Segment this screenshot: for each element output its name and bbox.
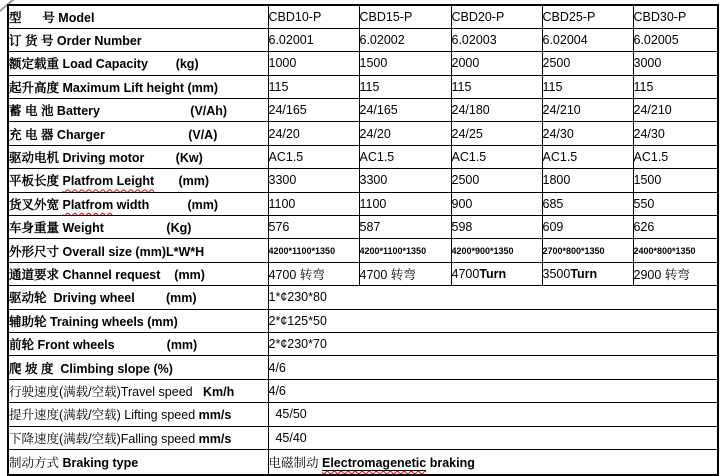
table-row [8, 379, 718, 402]
value-cell [359, 52, 451, 75]
value-cell [268, 286, 718, 309]
row-label-cell [8, 379, 268, 402]
text-segment: 1800 [542, 173, 571, 188]
value-cell [268, 426, 718, 449]
text-segment: 550 [633, 196, 655, 211]
text-segment: 行驶速度(满载/空载)Travel speed [9, 384, 204, 399]
row-label-cell [8, 403, 268, 426]
text-segment: 685 [542, 196, 564, 211]
text-segment: AC1.5 [268, 150, 304, 165]
value-cell [359, 99, 451, 122]
value-cell [268, 356, 718, 379]
text-segment: 3300 [359, 173, 388, 188]
value-cell [633, 5, 718, 28]
text-segment: 576 [268, 220, 290, 235]
row-label-cell [8, 192, 268, 215]
text-segment: mm/s [198, 431, 232, 446]
value-cell [359, 5, 451, 28]
text-segment: 598 [451, 220, 473, 235]
text-segment: 45/50 [268, 407, 307, 422]
value-cell [633, 239, 718, 262]
text-segment: 626 [633, 220, 655, 235]
row-label-cell [8, 216, 268, 239]
value-cell [268, 99, 359, 122]
table-row [8, 403, 718, 426]
value-cell [268, 122, 359, 145]
value-cell [451, 262, 542, 285]
value-cell [542, 262, 633, 285]
value-cell [359, 192, 451, 215]
value-cell [451, 52, 542, 75]
value-cell [268, 145, 359, 168]
row-label-cell [8, 75, 268, 98]
row-label-cell [8, 309, 268, 332]
table-row [8, 449, 718, 475]
text-segment: 24/20 [268, 126, 300, 141]
text-segment: 587 [359, 220, 381, 235]
value-cell [268, 28, 359, 51]
value-cell [268, 169, 359, 192]
text-segment: 2*¢230*70 [268, 337, 327, 352]
value-cell [633, 145, 718, 168]
value-cell [359, 122, 451, 145]
value-cell [268, 309, 718, 332]
text-segment: mm/s [198, 408, 232, 423]
text-segment: 通道要求 Channel request (mm) [9, 267, 205, 282]
spec-table-body [8, 5, 718, 475]
text-segment: 2500 [542, 56, 571, 71]
text-segment: 4700 转弯 [268, 267, 325, 282]
table-row [8, 239, 718, 262]
table-row [8, 262, 718, 285]
table-row [8, 169, 718, 192]
text-segment: Turn [570, 266, 598, 281]
value-cell [451, 239, 542, 262]
value-cell [542, 145, 633, 168]
value-cell [633, 52, 718, 75]
value-cell [268, 379, 718, 402]
table-row [8, 332, 718, 355]
text-segment: 1000 [268, 56, 297, 71]
text-segment: 2400*800*1350 [633, 245, 696, 256]
row-label-cell [8, 262, 268, 285]
row-label-cell [8, 169, 268, 192]
text-segment: 外形尺寸 Overall size (mm)L*W*H [9, 244, 205, 259]
text-segment: 货叉外宽 [9, 197, 63, 212]
row-label-cell [8, 356, 268, 379]
value-cell [451, 192, 542, 215]
text-segment: 4/6 [268, 360, 286, 375]
row-label-cell [8, 239, 268, 262]
text-segment: 6.02003 [451, 33, 497, 48]
value-cell [542, 216, 633, 239]
row-label-cell [8, 145, 268, 168]
text-segment: 24/210 [542, 103, 581, 118]
value-cell [542, 5, 633, 28]
text-segment: 1100 [359, 196, 387, 211]
value-cell [268, 262, 359, 285]
text-segment: 3000 [633, 56, 662, 71]
value-cell [633, 28, 718, 51]
value-cell [542, 192, 633, 215]
text-segment: CBD20-P [451, 9, 505, 24]
value-cell [268, 75, 359, 98]
text-segment: 24/165 [268, 103, 307, 118]
text-segment: width [113, 197, 150, 212]
text-segment: AC1.5 [451, 150, 487, 165]
text-segment: 车身重量 Weight (Kg) [9, 221, 192, 236]
value-cell [268, 5, 359, 28]
text-segment: 4/6 [268, 383, 286, 398]
table-row [8, 145, 718, 168]
text-segment: Km/h [203, 384, 235, 399]
text-segment: 4200*1100*1350 [359, 245, 427, 256]
table-row [8, 99, 718, 122]
row-label-cell [8, 332, 268, 355]
value-cell [268, 332, 718, 355]
value-cell [633, 122, 718, 145]
row-label-cell [8, 5, 268, 28]
text-segment: 115 [451, 79, 472, 94]
text-segment: 1100 [268, 196, 296, 211]
text-segment: 1500 [633, 173, 662, 188]
value-cell [542, 99, 633, 122]
text-segment: Braking type [62, 456, 139, 471]
text-segment: 900 [451, 196, 473, 211]
value-cell [451, 99, 542, 122]
table-row [8, 75, 718, 98]
value-cell [359, 75, 451, 98]
text-segment: 2900 转弯 [633, 267, 690, 282]
text-segment: braking [429, 456, 475, 471]
text-segment: 115 [542, 79, 563, 94]
value-cell [542, 122, 633, 145]
text-segment: 115 [359, 79, 380, 94]
table-row [8, 356, 718, 379]
value-cell [359, 28, 451, 51]
text-segment: 2000 [451, 56, 480, 71]
text-segment: 额定载重 Load Capacity (kg) [9, 57, 199, 72]
value-cell [268, 192, 359, 215]
value-cell [542, 52, 633, 75]
row-label-cell [8, 52, 268, 75]
text-segment: 爬 坡 度 Climbing slope (%) [9, 361, 173, 376]
row-label-cell [8, 122, 268, 145]
table-row [8, 122, 718, 145]
text-segment: 6.02001 [268, 33, 314, 48]
text-segment: 蓄 电 池 Battery (V/Ah) [9, 104, 228, 119]
text-segment: 提升速度(满载/空载) Lifting speed [9, 408, 199, 423]
text-segment: CBD25-P [542, 9, 596, 24]
text-segment: (mm) [149, 197, 219, 212]
text-segment: 辅助轮 Training wheels (mm) [9, 314, 178, 329]
value-cell [633, 262, 718, 285]
value-cell [542, 28, 633, 51]
text-segment: 充 电 器 Charger (V/A) [9, 127, 218, 142]
text-segment: 115 [633, 79, 654, 94]
text-segment: 4200*1100*1350 [268, 245, 336, 256]
text-segment: AC1.5 [359, 150, 395, 165]
text-segment: 24/180 [451, 103, 490, 118]
value-cell [359, 145, 451, 168]
value-cell [268, 403, 718, 426]
table-row [8, 426, 718, 449]
value-cell [542, 169, 633, 192]
value-cell [633, 192, 718, 215]
text-segment: 订 货 号 Order Number [9, 34, 142, 49]
text-segment: 6.02004 [542, 33, 588, 48]
value-cell [451, 169, 542, 192]
value-cell [451, 122, 542, 145]
value-cell [268, 216, 359, 239]
text-segment: 24/165 [359, 103, 398, 118]
value-cell [451, 5, 542, 28]
text-segment: 115 [268, 79, 289, 94]
row-label-cell [8, 286, 268, 309]
table-row [8, 309, 718, 332]
text-segment: CBD30-P [633, 9, 687, 24]
text-segment: 1500 [359, 56, 388, 71]
value-cell [268, 52, 359, 75]
text-segment: (mm) [154, 174, 210, 189]
text-segment: 电磁制动 [268, 456, 322, 471]
value-cell [451, 216, 542, 239]
text-segment: Turn [479, 266, 507, 281]
text-segment: 起升高度 Maximum Lift height (mm) [9, 80, 219, 95]
text-segment: AC1.5 [633, 150, 669, 165]
text-segment: 609 [542, 220, 564, 235]
text-segment: 3500 [542, 266, 571, 281]
value-cell [359, 262, 451, 285]
text-segment: Electromagenetic [321, 456, 427, 471]
value-cell [359, 216, 451, 239]
table-row [8, 286, 718, 309]
table-row [8, 5, 718, 28]
text-segment: Platfrom [62, 197, 114, 212]
text-segment: 2*¢125*50 [268, 313, 327, 328]
text-segment: 平板长度 [9, 174, 63, 189]
row-label-cell [8, 99, 268, 122]
text-segment: 4200*900*1350 [451, 245, 514, 256]
value-cell [542, 75, 633, 98]
text-segment: CBD10-P [268, 9, 322, 24]
text-segment: 6.02002 [359, 33, 405, 48]
text-segment: 24/20 [359, 126, 391, 141]
value-cell [633, 169, 718, 192]
value-cell [451, 75, 542, 98]
value-cell [359, 169, 451, 192]
text-segment: CBD15-P [359, 9, 413, 24]
value-cell [451, 145, 542, 168]
table-row [8, 192, 718, 215]
text-segment: 3300 [268, 173, 297, 188]
text-segment: 2700*800*1350 [542, 245, 605, 256]
text-segment: Platfrom Leight [62, 174, 155, 189]
text-segment: 驱动电机 Driving motor (Kw) [9, 151, 203, 166]
row-label-cell [8, 28, 268, 51]
value-cell [633, 75, 718, 98]
row-label-cell [8, 426, 268, 449]
text-segment: 制动方式 [9, 456, 63, 471]
value-cell [451, 28, 542, 51]
text-segment: 24/30 [633, 126, 665, 141]
text-segment: 24/25 [451, 126, 483, 141]
table-row [8, 28, 718, 51]
text-segment: 前轮 Front wheels (mm) [9, 338, 198, 353]
row-label-cell [8, 449, 268, 475]
value-cell [633, 216, 718, 239]
table-row [8, 52, 718, 75]
text-segment: 型 号 Model [9, 10, 95, 25]
text-segment: 4700 [451, 266, 480, 281]
text-segment: 4700 转弯 [359, 267, 416, 282]
table-row [8, 216, 718, 239]
text-segment: AC1.5 [542, 150, 578, 165]
text-segment: 1*¢230*80 [268, 290, 327, 305]
value-cell [359, 239, 451, 262]
text-segment: 6.02005 [633, 33, 679, 48]
text-segment: 24/210 [633, 103, 672, 118]
value-cell [268, 449, 718, 475]
spec-table [7, 4, 719, 476]
text-segment: 2500 [451, 173, 480, 188]
text-segment: 24/30 [542, 126, 574, 141]
value-cell [633, 99, 718, 122]
text-segment: 下降速度(满载/空载)Falling speed [9, 431, 199, 446]
text-segment: 驱动轮 Driving wheel (mm) [9, 291, 197, 306]
value-cell [542, 239, 633, 262]
value-cell [268, 239, 359, 262]
text-segment: 45/40 [268, 430, 307, 445]
